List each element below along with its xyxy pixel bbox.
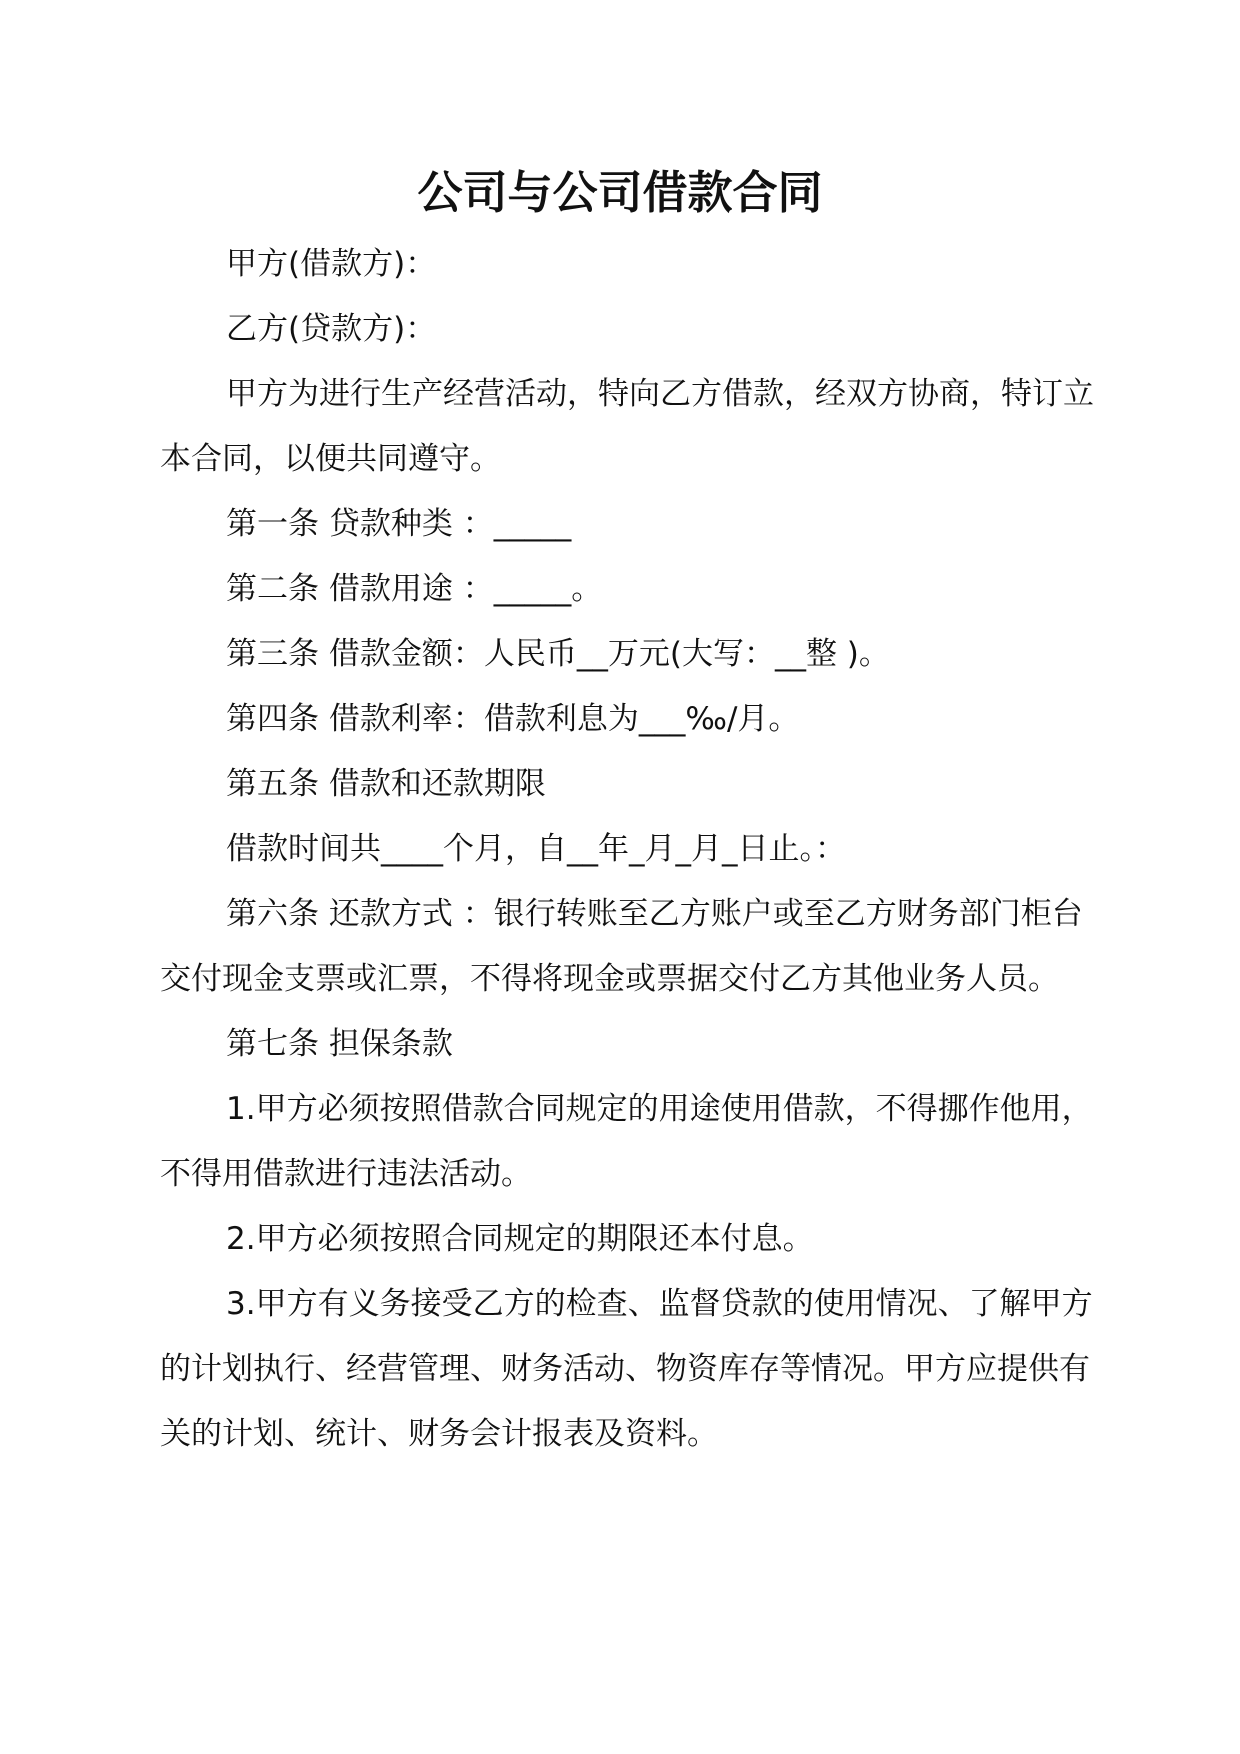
guarantee-clause-3: 3.甲方有义务接受乙方的检查、监督贷款的使用情况、了解甲方的计划执行、经营管理、财务活动、物资库存等情况。甲方应提供有关的计划、统计、财务会计报表及资料。 xyxy=(160,1286,1093,1452)
document-body xyxy=(160,232,1100,1467)
guarantee-clause-2: 2.甲方必须按照合同规定的期限还本付息。 xyxy=(226,1221,814,1257)
article-5-heading: 第五条 借款和还款期限 xyxy=(226,766,546,802)
article-6-repayment: 第六条 还款方式 ：银行转账至乙方账户或至乙方财务部门柜台交付现金支票或汇票，不得将现金或票据交付乙方其他业务人员。 xyxy=(160,896,1083,997)
article-3-loan-amount: 第三条 借款金额：人民币__万元(大写：__整 )。 xyxy=(226,636,890,672)
article-4-interest-rate: 第四条 借款利率：借款利息为___‰/月。 xyxy=(226,701,800,737)
preamble-paragraph: 甲方为进行生产经营活动，特向乙方借款，经双方协商，特订立本合同，以便共同遵守。 xyxy=(160,376,1094,477)
guarantee-clause-1: 1.甲方必须按照借款合同规定的用途使用借款，不得挪作他用，不得用借款进行违法活动。 xyxy=(160,1091,1093,1192)
party-a-line: 甲方(借款方)： xyxy=(226,246,437,282)
document-title: 公司与公司借款合同 xyxy=(417,166,823,219)
article-7-heading: 第七条 担保条款 xyxy=(226,1026,453,1062)
article-2-loan-purpose: 第二条 借款用途 ：_____。 xyxy=(226,571,603,607)
article-1-loan-type: 第一条 贷款种类 ：_____ xyxy=(226,506,572,542)
party-b-line: 乙方(贷款方)： xyxy=(226,311,437,347)
article-5-term: 借款时间共____个月，自__年_月_月_日止。： xyxy=(226,831,846,867)
